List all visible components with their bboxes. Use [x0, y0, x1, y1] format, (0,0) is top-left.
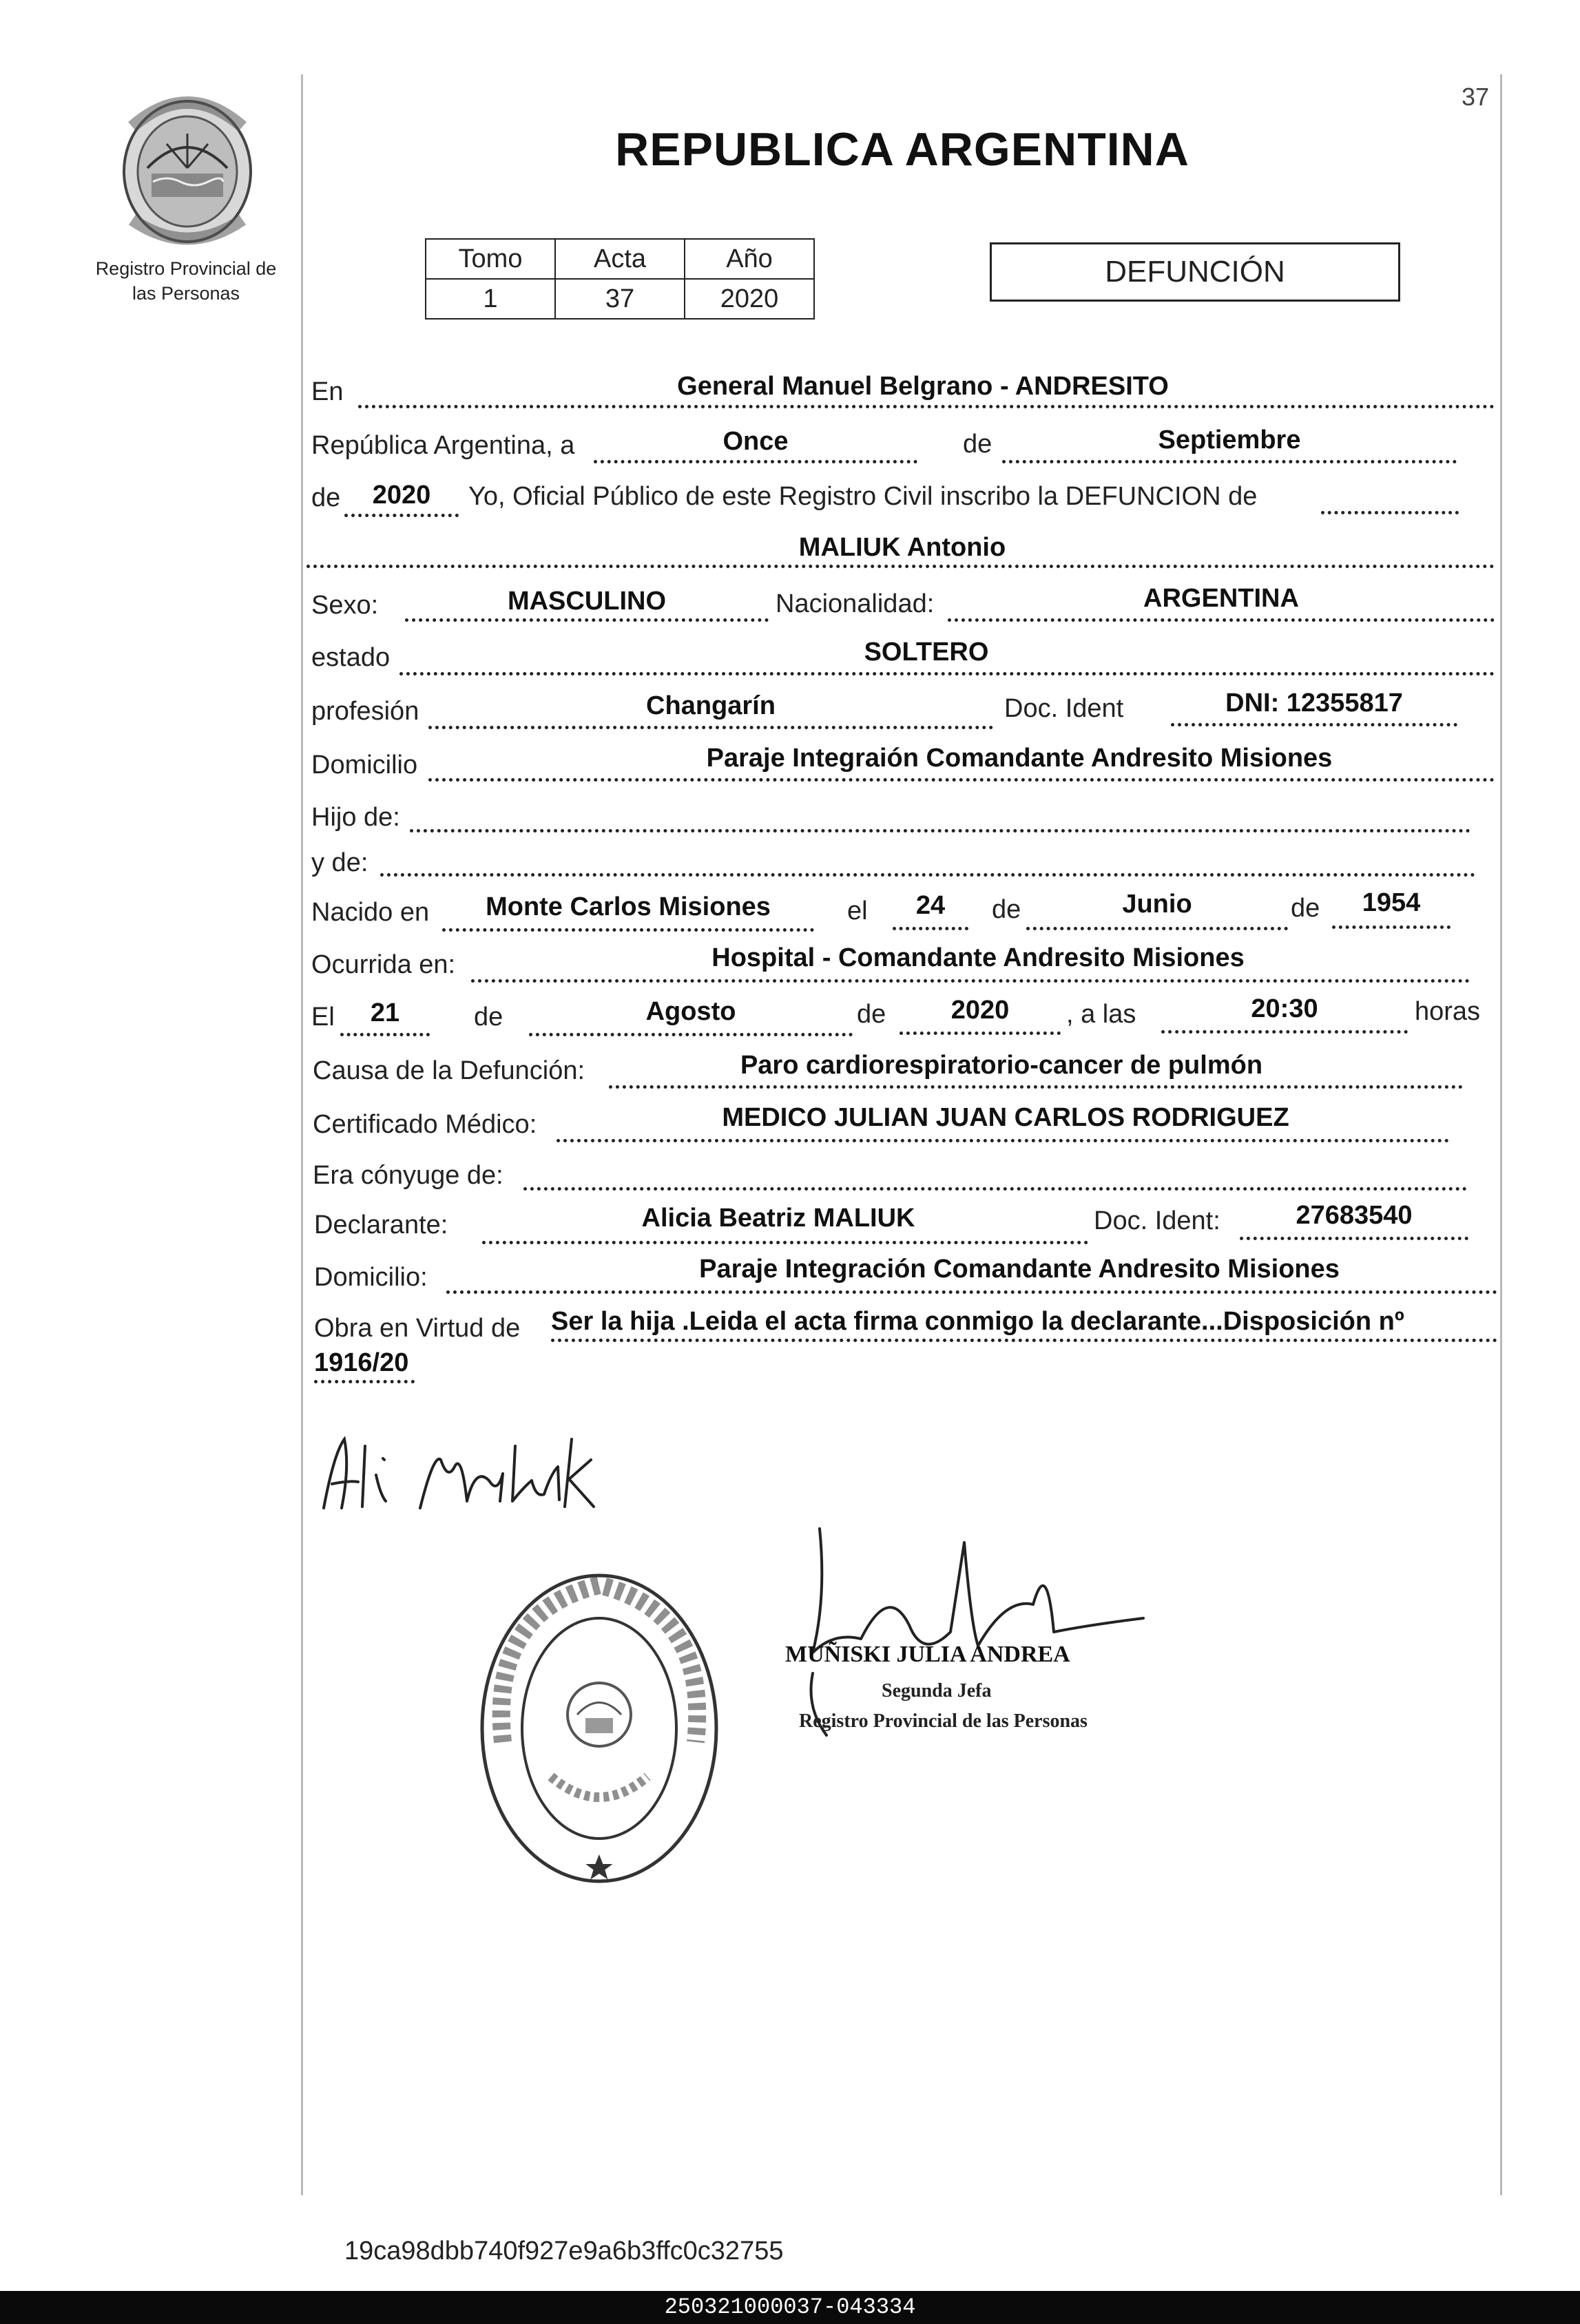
document-title: REPUBLICA ARGENTINA: [615, 123, 1189, 176]
header-ano: Año: [685, 239, 814, 279]
republica-label: República Argentina, a: [311, 431, 575, 460]
inscribo-text: Yo, Oficial Público de este Registro Civil inscribo la DEFUNCION de: [468, 482, 1258, 511]
birth-month-dotted-line: [1026, 927, 1288, 930]
birth-year: 1954: [1362, 888, 1421, 917]
page-number: 37: [1462, 83, 1490, 111]
profesion-dotted-line: [428, 726, 993, 729]
declarante-label: Declarante:: [314, 1211, 448, 1239]
obra-dotted-line: [551, 1339, 1497, 1342]
registration-year: 2020: [372, 481, 431, 510]
ocurrida-value: Hospital - Comandante Andresito Misiones: [711, 943, 1245, 972]
nacido-label: Nacido en: [311, 898, 430, 927]
declarante-doc-dotted-line: [1240, 1237, 1468, 1240]
domicilio-dotted-line: [428, 778, 1495, 782]
obra-label: Obra en Virtud de: [314, 1314, 521, 1343]
registry-table: [425, 238, 815, 320]
yde-dotted-line: [380, 873, 1475, 877]
official-role: Segunda Jefa: [882, 1680, 992, 1702]
causa-value: Paro cardiorespiratorio-cancer de pulmón: [740, 1051, 1263, 1080]
header-acta: Acta: [555, 239, 685, 279]
registration-month: Septiembre: [1158, 426, 1301, 454]
sexo-dotted-line: [405, 618, 769, 622]
yde-label: y de:: [311, 848, 368, 877]
year-dotted-line: [344, 514, 459, 517]
declarant-handwritten-signature: [317, 1425, 661, 1522]
record-type-box: DEFUNCIÓN: [990, 242, 1400, 302]
nacido-value: Monte Carlos Misiones: [486, 892, 771, 921]
footer-code: 250321000037-043334: [0, 2291, 1580, 2324]
certificado-value: MEDICO JULIAN JUAN CARLOS RODRIGUEZ: [722, 1103, 1289, 1132]
de-death-year-label: de: [857, 1000, 886, 1029]
doc-dotted-line: [1171, 723, 1457, 726]
de-year-label: de: [311, 483, 341, 512]
certificado-dotted-line: [557, 1139, 1449, 1142]
death-time-dotted-line: [1161, 1030, 1408, 1034]
causa-label: Causa de la Defunción:: [313, 1056, 585, 1085]
alas-label: , a las: [1066, 1000, 1136, 1029]
domicilio-label: Domicilio: [311, 751, 418, 779]
birth-day: 24: [915, 891, 946, 920]
declarante-doc-label: Doc. Ident:: [1094, 1206, 1220, 1235]
document-hash: 19ca98dbb740f927e9a6b3ffc0c32755: [344, 2237, 784, 2265]
el-death-label: El: [311, 1003, 335, 1032]
estado-label: estado: [311, 643, 391, 672]
certificado-label: Certificado Médico:: [313, 1110, 537, 1139]
domicilio2-value: Paraje Integración Comandante Andresito Misiones: [699, 1255, 1340, 1284]
birth-day-dotted-line: [893, 927, 968, 930]
value-ano: 2020: [685, 279, 814, 319]
conyuge-label: Era cónyuge de:: [313, 1161, 503, 1190]
conyuge-dotted-line: [523, 1187, 1467, 1191]
profesion-label: profesión: [311, 697, 419, 726]
table-row: [426, 279, 814, 319]
en-label: En: [311, 377, 344, 406]
inscribo-dotted-line: [1321, 511, 1459, 514]
horas-label: horas: [1415, 997, 1481, 1026]
obra-value: Ser la hija .Leida el acta firma conmigo la declarante...Disposición nº: [551, 1307, 1404, 1336]
nacionalidad-dotted-line: [948, 618, 1495, 622]
declarante-dotted-line: [482, 1241, 1088, 1244]
table-header-row: [426, 239, 814, 279]
death-year-dotted-line: [900, 1032, 1061, 1035]
day-dotted-line: [594, 460, 917, 463]
el-label: el: [847, 897, 868, 925]
obra2-dotted-line: [314, 1380, 415, 1383]
left-margin-line: [301, 74, 303, 2195]
declarante-doc-value: 27683540: [1296, 1201, 1413, 1230]
province-seal-logo: [112, 85, 263, 251]
de-death-month-label: de: [474, 1003, 503, 1032]
nacionalidad-value: ARGENTINA: [1143, 584, 1299, 613]
header-tomo: Tomo: [426, 239, 555, 279]
official-name: MUÑISKI JULIA ANDREA: [785, 1642, 1070, 1667]
birth-month: Junio: [1122, 890, 1192, 919]
name-dotted-line: [306, 565, 1495, 568]
death-month-dotted-line: [529, 1033, 853, 1036]
death-registration-day: Once: [723, 427, 789, 456]
obra-value-continued: 1916/20: [314, 1348, 409, 1377]
estado-dotted-line: [399, 672, 1495, 676]
de-label: de: [963, 430, 992, 459]
death-month: Agosto: [645, 997, 736, 1026]
death-day-dotted-line: [340, 1033, 430, 1036]
nacionalidad-label: Nacionalidad:: [776, 589, 935, 618]
month-dotted-line: [1002, 460, 1457, 463]
domicilio2-dotted-line: [446, 1290, 1497, 1294]
official-signature: [785, 1515, 1171, 1763]
hijo-dotted-line: [410, 829, 1470, 833]
causa-dotted-line: [609, 1085, 1463, 1089]
sexo-value: MASCULINO: [507, 587, 667, 616]
de-birth-year-label: de: [1291, 894, 1320, 923]
ocurrida-dotted-line: [471, 979, 1470, 983]
ocurrida-label: Ocurrida en:: [311, 950, 456, 979]
domicilio2-label: Domicilio:: [314, 1263, 428, 1292]
value-acta: 37: [555, 279, 685, 319]
nacido-dotted-line: [442, 928, 814, 932]
doc-ident-label: Doc. Ident: [1004, 694, 1124, 723]
en-dotted-line: [358, 405, 1495, 408]
death-year: 2020: [950, 996, 1010, 1025]
value-tomo: 1: [426, 279, 555, 319]
official-office: Registro Provincial de las Personas: [799, 1710, 1088, 1732]
en-value: General Manuel Belgrano - ANDRESITO: [677, 372, 1169, 401]
registry-stamp: [475, 1570, 723, 1887]
hijo-label: Hijo de:: [311, 803, 400, 832]
birth-year-dotted-line: [1332, 925, 1451, 929]
sexo-label: Sexo:: [311, 591, 379, 620]
right-margin-line: [1500, 74, 1502, 2195]
domicilio-value: Paraje Integraión Comandante Andresito Misiones: [706, 744, 1333, 773]
deceased-name: MALIUK Antonio: [798, 533, 1006, 562]
death-time: 20:30: [1251, 994, 1318, 1023]
death-day: 21: [370, 998, 400, 1027]
de-birth-month-label: de: [992, 895, 1021, 924]
estado-value: SOLTERO: [864, 638, 989, 667]
declarante-value: Alicia Beatriz MALIUK: [641, 1204, 915, 1233]
organization-name: Registro Provincial de las Personas: [95, 258, 277, 304]
profesion-value: Changarín: [646, 691, 776, 720]
doc-ident-value: DNI: 12355817: [1225, 689, 1403, 718]
